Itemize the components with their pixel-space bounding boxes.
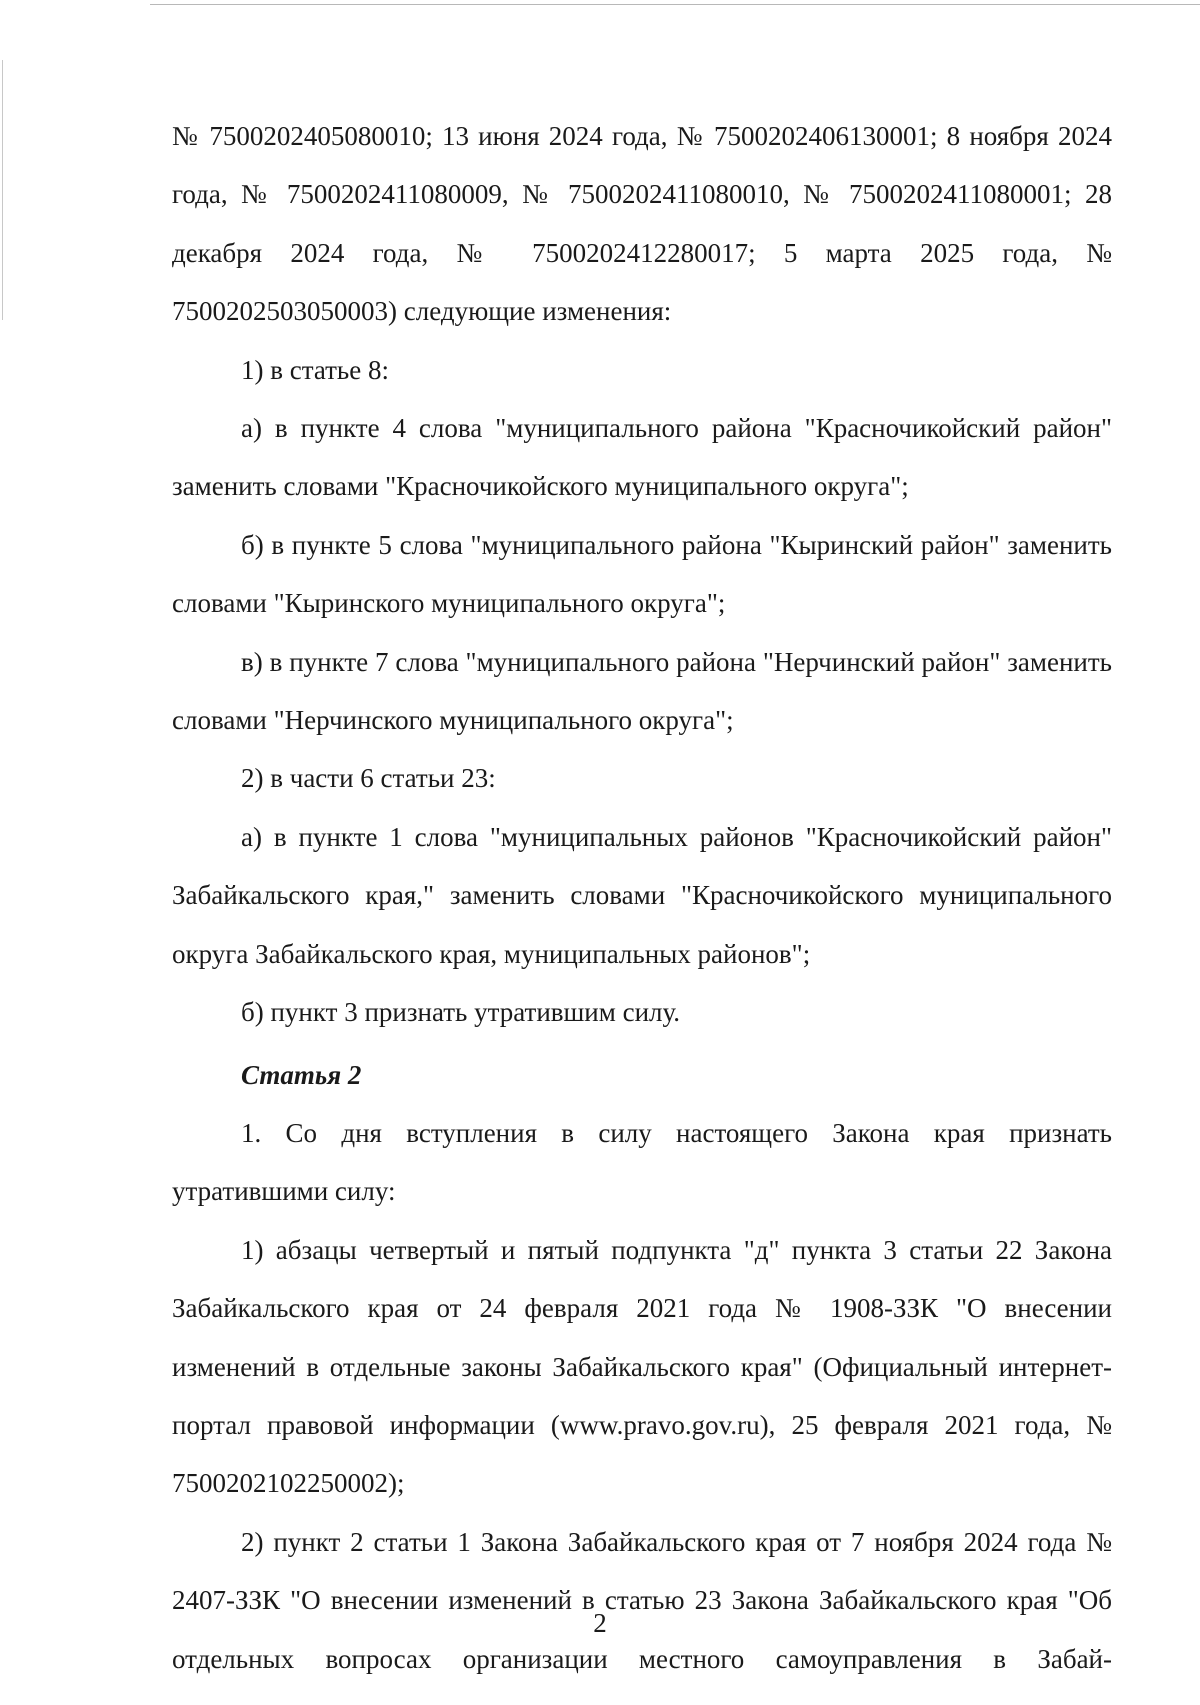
paragraph-item: 1) в статье 8:	[241, 354, 389, 385]
page-number: 2	[593, 1608, 607, 1638]
paragraph-item: а) в пункте 4 слова "муниципального района "Красночикойский район" заменить словами "Красночикойского муниципального округа";	[172, 413, 1112, 502]
paragraph-item: в) в пункте 7 слова "муниципального района "Нерчинский район" заменить словами "Нерчинского муниципального округа";	[172, 646, 1112, 736]
paragraph-item: 2) в части 6 статьи 23:	[241, 763, 496, 794]
scan-edge-line-left	[2, 60, 3, 320]
paragraph-item: 1) абзацы четвертый и пятый подпункта "д" пункта 3 статьи 22 Закона Забайкальского края от 24 февраля 2021 года № 1908-ЗЗК "О внесении изменений в отдельные законы Забайкальского края" (Официальный интернет-портал правовой информации (www.pravo.gov.ru), 25 февраля 2021 года, № 7500202102250002);	[172, 1234, 1112, 1499]
paragraph-item: а) в пункте 1 слова "муниципальных районов "Красночикойский район" Забайкальского края," заменить словами "Красночикойского муниципального округа Забайкальского края, муниципальных районов";	[172, 821, 1112, 969]
paragraph-item: б) в пункте 5 слова "муниципального района "Кыринский район" заменить словами "Кыринского муниципального округа";	[172, 529, 1112, 619]
paragraph-continuation: № 7500202405080010; 13 июня 2024 года, № 7500202406130001; 8 ноября 2024 года, № 7500202411080009, № 7500202411080010, № 7500202411080001; 28 декабря 2024 года, № 7500202412280017; 5 марта 2025 года, № 7500202503050003) следующие изменения:	[172, 121, 1112, 327]
document-body	[172, 107, 1112, 1688]
paragraph-item: 1. Со дня вступления в силу настоящего Закона края признать утратившими силу:	[172, 1117, 1112, 1207]
paragraph-item: б) пункт 3 признать утратившим силу.	[241, 997, 681, 1028]
paragraph-item: 2) пункт 2 статьи 1 Закона Забайкальского края от 7 ноября 2024 года № 2407-ЗЗК "О внесении изменений в статью 23 Закона Забайкальского края "Об отдельных вопросах организации местного самоуправления в Забай-	[172, 1526, 1112, 1674]
article-heading: Статья 2	[241, 1059, 362, 1090]
scan-edge-line	[150, 4, 1200, 5]
